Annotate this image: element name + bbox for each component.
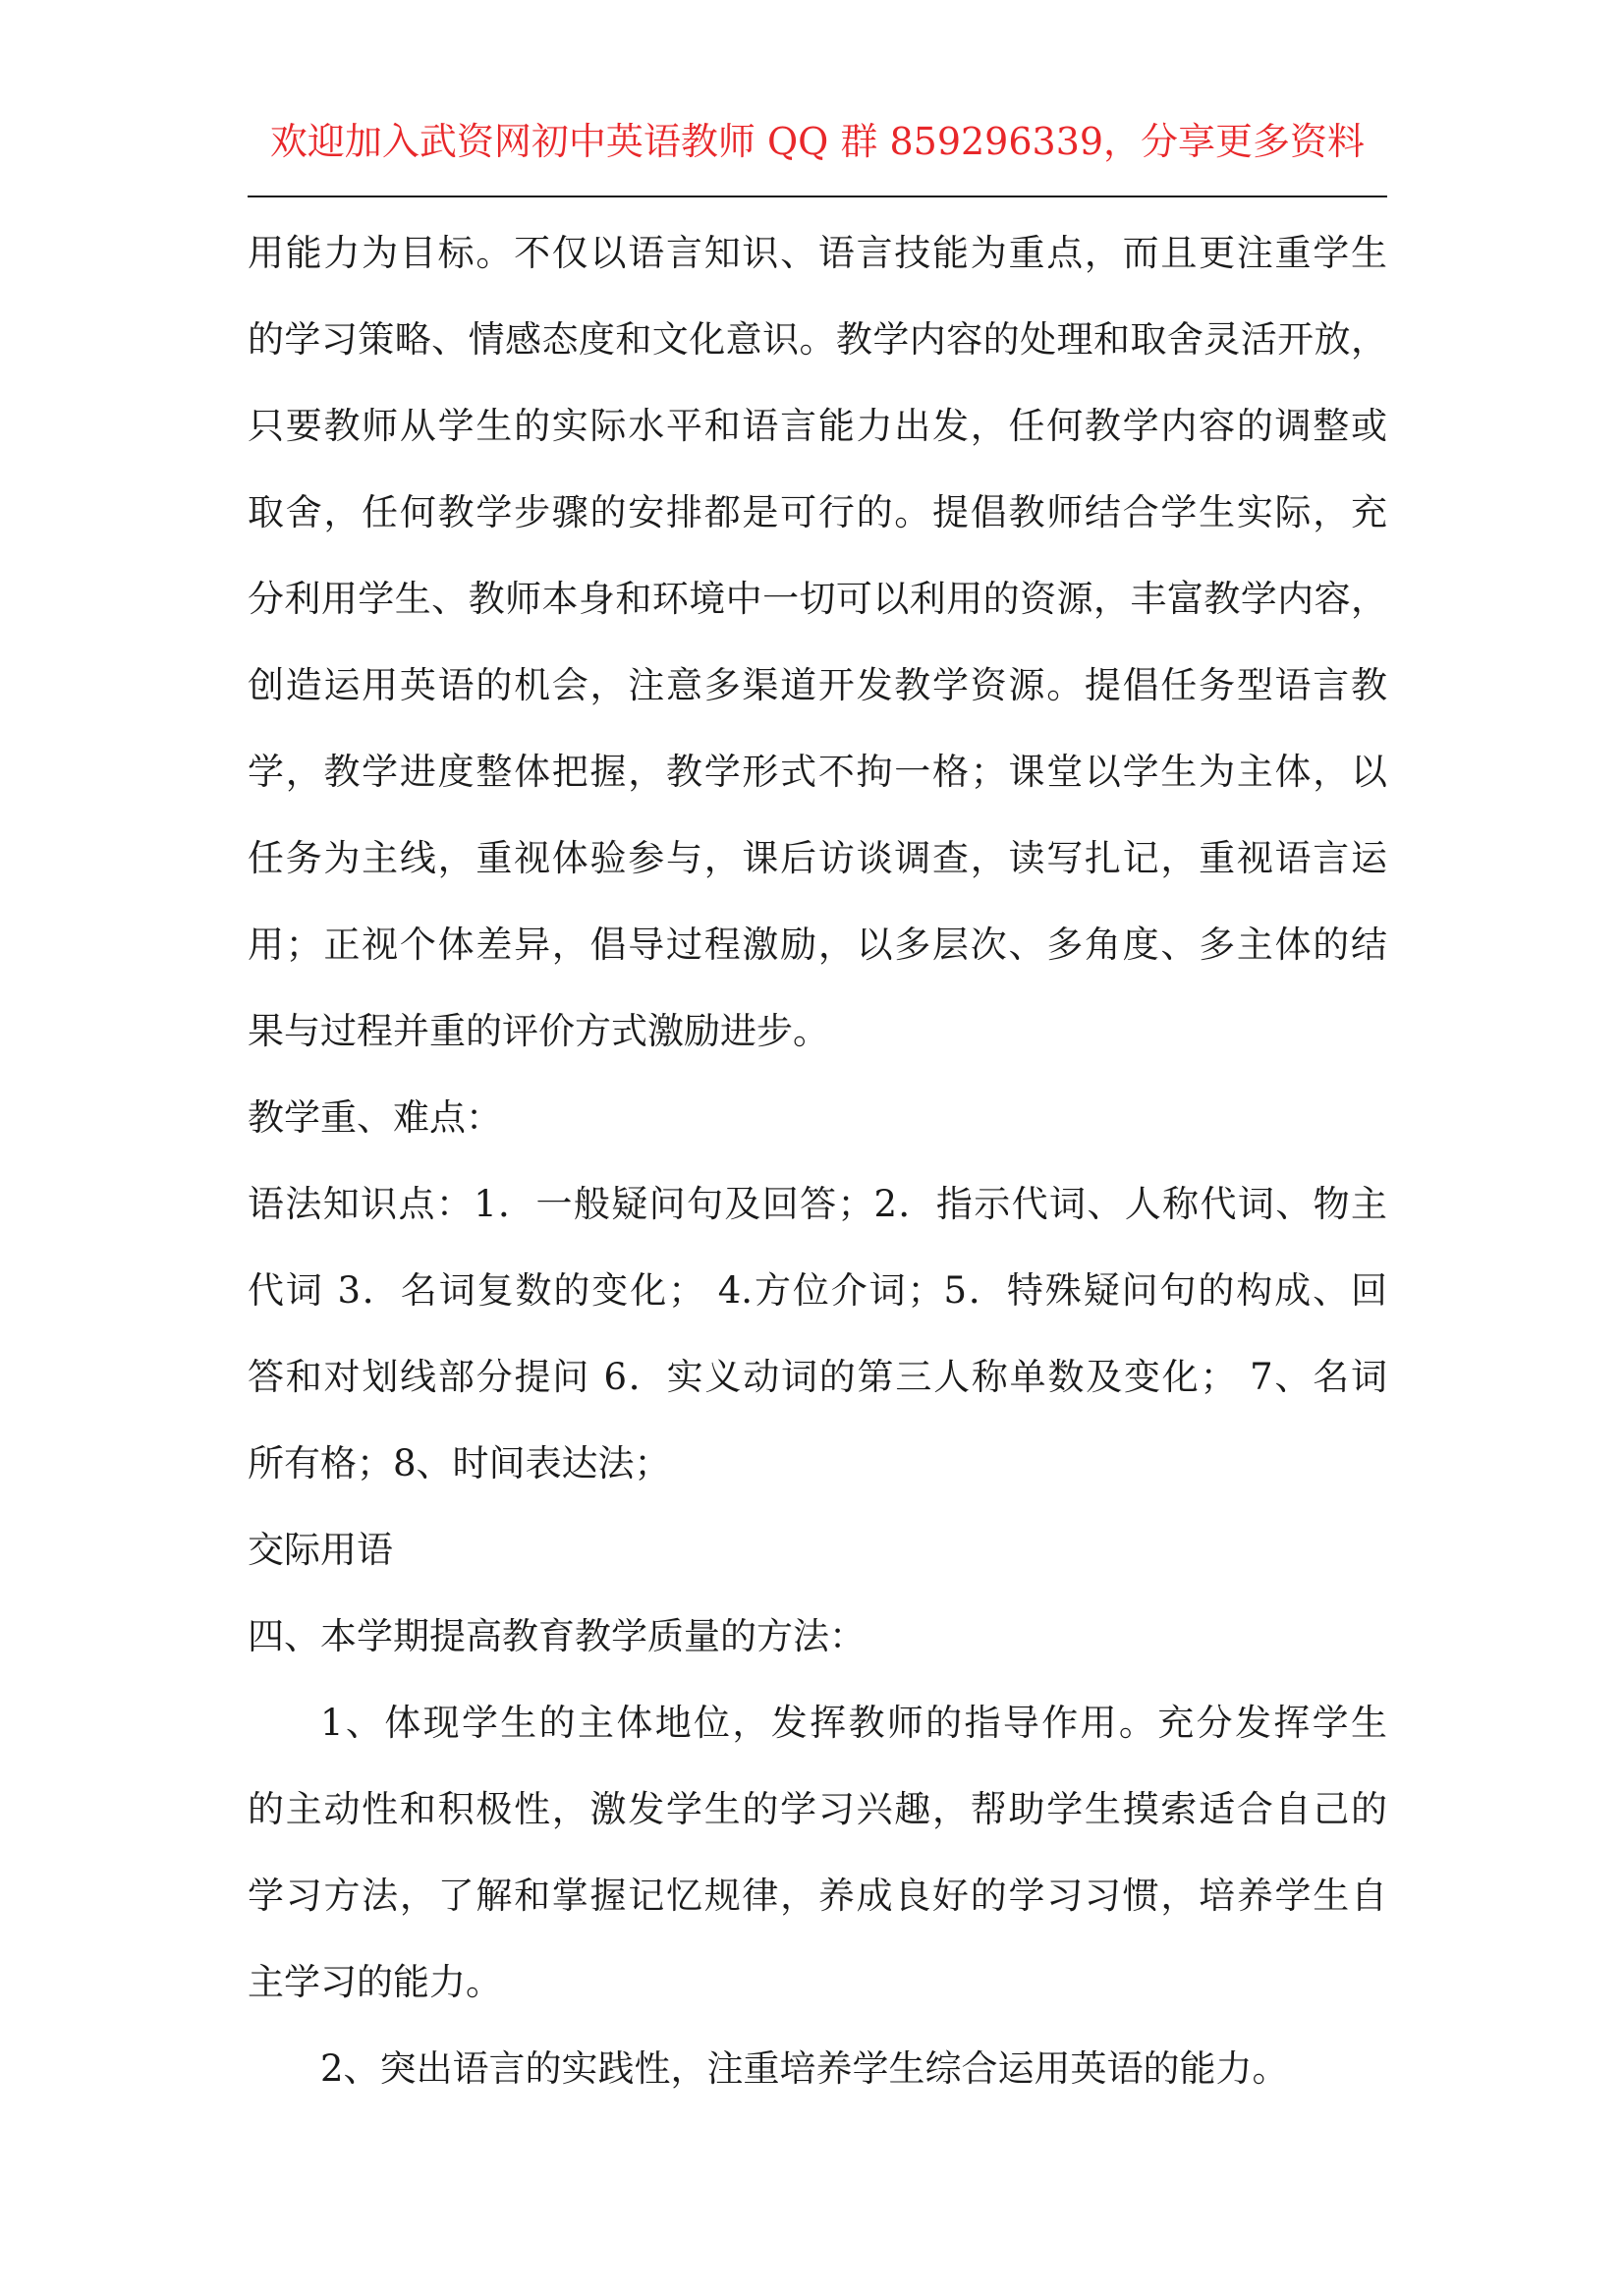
text-line: 取舍，任何教学步骤的安排都是可行的。提倡教师结合学生实际，充: [248, 491, 1387, 533]
paragraph-teaching-philosophy: [248, 210, 1387, 1075]
text-line: 学习方法，了解和掌握记忆规律，养成良好的学习习惯，培养学生自: [248, 1875, 1387, 1917]
text-line: 果与过程并重的评价方式激励进步。: [248, 1010, 829, 1052]
communication-heading: 交际用语: [248, 1529, 393, 1571]
text-line: 1、体现学生的主体地位，发挥教师的指导作用。充分发挥学生: [320, 1702, 1387, 1744]
paragraph-method-2: 2、突出语言的实践性，注重培养学生综合运用英语的能力。: [320, 2047, 1289, 2090]
header-banner: 欢迎加入武资网初中英语教师 QQ 群 859296339，分享更多资料: [269, 120, 1366, 163]
text-line: 用；正视个体差异，倡导过程激励，以多层次、多角度、多主体的结: [248, 924, 1387, 966]
text-line: 的学习策略、情感态度和文化意识。教学内容的处理和取舍灵活开放，: [248, 318, 1387, 361]
paragraph-grammar-points: [248, 1161, 1387, 1507]
text-line: 代词 3．名词复数的变化； 4.方位介词；5．特殊疑问句的构成、回: [248, 1269, 1387, 1312]
text-line: 所有格；8、时间表达法；: [248, 1442, 671, 1484]
text-line: 创造运用英语的机会，注意多渠道开发教学资源。提倡任务型语言教: [248, 664, 1387, 706]
paragraph-method-1: [248, 1680, 1387, 2026]
text-line: 用能力为目标。不仅以语言知识、语言技能为重点，而且更注重学生: [248, 232, 1387, 274]
text-line: 语法知识点：1．一般疑问句及回答；2．指示代词、人称代词、物主: [248, 1183, 1387, 1225]
section-4-heading: 四、本学期提高教育教学质量的方法：: [248, 1615, 866, 1657]
text-line: 的主动性和积极性，激发学生的学习兴趣，帮助学生摸索适合自己的: [248, 1788, 1387, 1830]
text-line: 学，教学进度整体把握，教学形式不拘一格；课堂以学生为主体，以: [248, 751, 1387, 793]
text-line: 只要教师从学生的实际水平和语言能力出发，任何教学内容的调整或: [248, 405, 1387, 447]
header-divider: [248, 196, 1387, 197]
text-line: 主学习的能力。: [248, 1961, 502, 2003]
text-line: 任务为主线，重视体验参与，课后访谈调查，读写扎记，重视语言运: [248, 837, 1387, 879]
text-line: 答和对划线部分提问 6．实义动词的第三人称单数及变化； 7、名词: [248, 1356, 1387, 1398]
document-body: [248, 210, 1387, 2112]
key-points-heading: 教学重、难点：: [248, 1096, 502, 1139]
text-line: 分利用学生、教师本身和环境中一切可以利用的资源，丰富教学内容，: [248, 578, 1387, 620]
